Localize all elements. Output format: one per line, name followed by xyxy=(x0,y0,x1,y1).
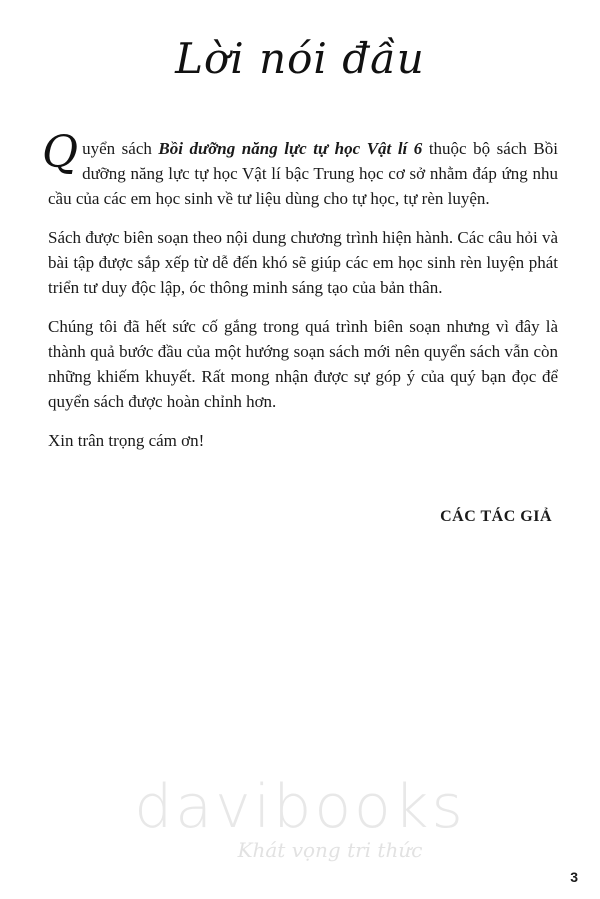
paragraph-1-rest: thuộc bộ sách Bồi dưỡng năng lực tự học Vật lí bậc Trung học cơ sở nhằm đáp ứng nhu cầu của các em học sinh về tư liệu dùng cho tự học, tự rèn luyện. xyxy=(48,139,558,208)
page-title: Lời nói đầu xyxy=(175,34,425,83)
page-number: 3 xyxy=(570,869,578,885)
authors-signature: CÁC TÁC GIẢ xyxy=(440,508,552,525)
paragraph-1-lead: uyển sách xyxy=(82,139,159,158)
watermark-logo: davibooks xyxy=(134,772,466,842)
drop-cap: Q xyxy=(42,127,79,178)
preface-body xyxy=(42,127,558,467)
watermark-tagline: Khát vọng tri thức xyxy=(237,838,423,862)
paragraph-3: Chúng tôi đã hết sức cố gắng trong quá trình biên soạn nhưng vì đây là thành quả bước đầu của một hướng soạn sách mới nên quyển sách vẫn còn những khiếm khuyết. Rất mong nhận được sự góp ý của quý bạn đọc để quyển sách được hoàn chỉnh hơn. xyxy=(48,317,558,411)
paragraph-4: Xin trân trọng cám ơn! xyxy=(48,431,205,450)
paragraph-2: Sách được biên soạn theo nội dung chương trình hiện hành. Các câu hỏi và bài tập được sắp xếp từ dễ đến khó sẽ giúp các em học sinh rèn luyện phát triển tư duy độc lập, óc thông minh sáng tạo của bản thân. xyxy=(48,228,558,297)
book-title: Bồi dưỡng năng lực tự học Vật lí 6 xyxy=(158,139,423,158)
paragraph-1 xyxy=(42,127,558,211)
watermark xyxy=(0,772,600,862)
